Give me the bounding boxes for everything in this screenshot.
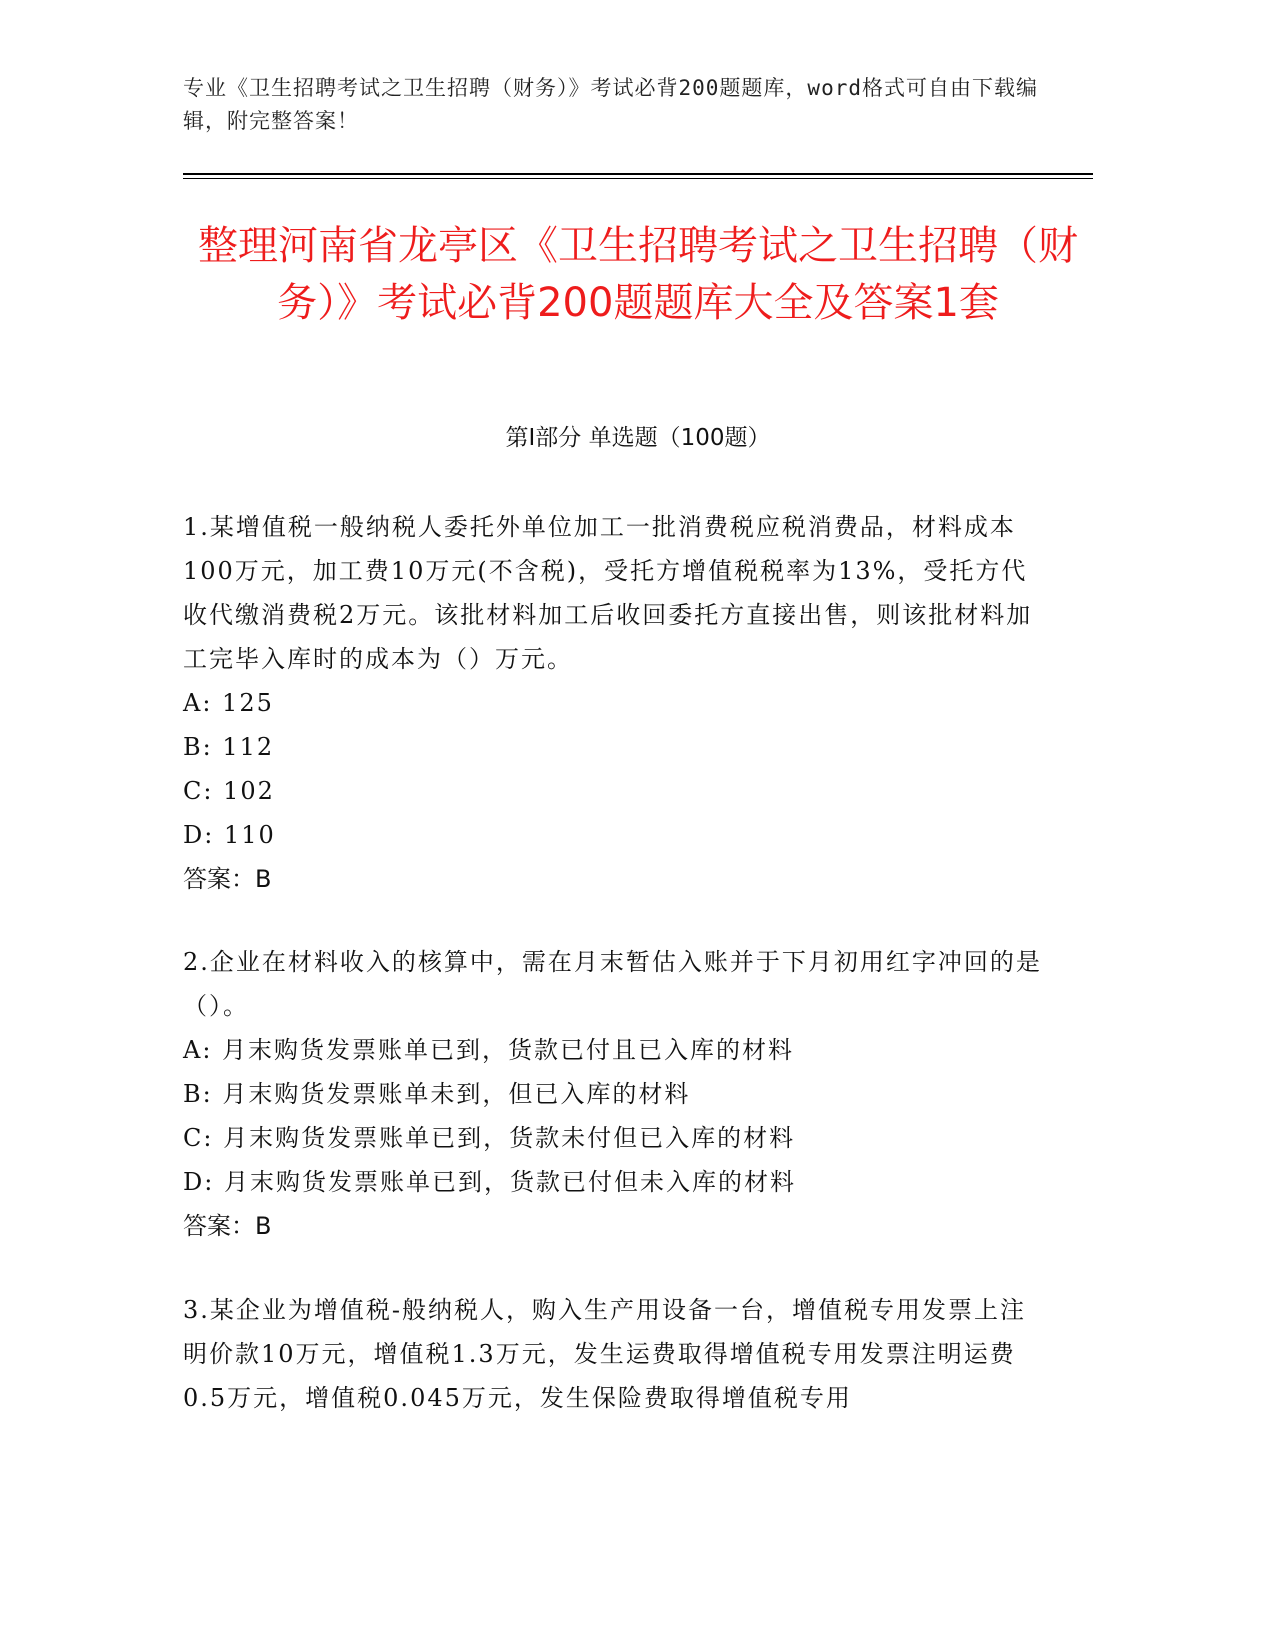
option-c: C: 102 [183,777,275,805]
question-2 [183,940,1043,1248]
document-title: 整理河南省龙亭区《卫生招聘考试之卫生招聘（财务）》考试必背200题题库大全及答案1套 [198,223,1078,326]
option-d: D: 月末购货发票账单已到，货款已付但未入库的材料 [183,1168,796,1196]
question-stem: 3.某企业为增值税-般纳税人，购入生产用设备一台，增值税专用发票上注明价款10万元，增值税1.3万元，发生运费取得增值税专用发票注明运费0.5万元，增值税0.045万元，发生保险费取得增值税专用 [183,1296,1027,1412]
question-3 [183,1288,1043,1420]
answer: 答案：B [183,865,272,893]
option-b: B: 112 [183,733,275,761]
question-stem: 1.某增值税一般纳税人委托外单位加工一批消费税应税消费品，材料成本100万元，加工费10万元(不含税)，受托方增值税税率为13%，受托方代收代缴消费税2万元。该批材料加工后收回委托方直接出售，则该批材料加工完毕入库时的成本为（）万元。 [183,513,1033,673]
question-1 [183,505,1043,901]
option-a: A: 月末购货发票账单已到，货款已付且已入库的材料 [183,1036,795,1064]
option-c: C: 月末购货发票账单已到，货款未付但已入库的材料 [183,1124,796,1152]
header-divider-thin [183,178,1093,179]
option-a: A: 125 [183,689,274,717]
header-note: 专业《卫生招聘考试之卫生招聘（财务）》考试必背200题题库，word格式可自由下载编辑，附完整答案！ [183,76,1038,133]
answer: 答案：B [183,1212,272,1240]
option-d: D: 110 [183,821,276,849]
header-divider-thick [183,173,1093,175]
question-stem: 2.企业在材料收入的核算中，需在月末暂估入账并于下月初用红字冲回的是（）。 [183,948,1042,1020]
option-b: B: 月末购货发票账单未到，但已入库的材料 [183,1080,691,1108]
section-heading: 第Ⅰ部分 单选题（100题） [505,425,771,451]
